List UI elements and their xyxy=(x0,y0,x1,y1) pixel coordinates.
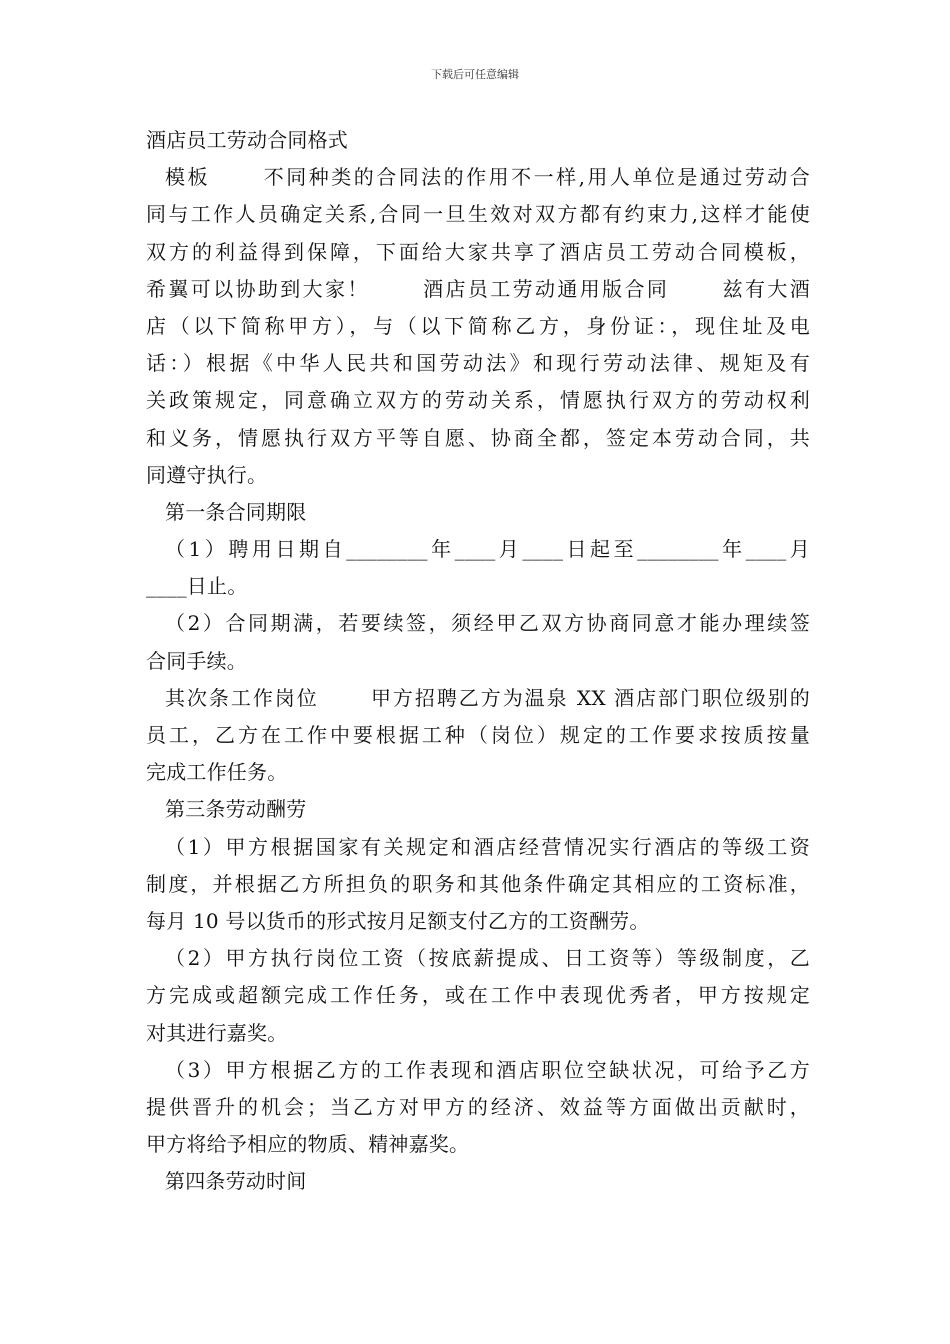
text-line: （3）甲方根据乙方的工作表现和酒店职位空缺状况，可给予乙方 xyxy=(165,1057,810,1082)
text-line: 第一条合同期限 xyxy=(165,499,307,524)
text-line: 方完成或超额完成工作任务，或在工作中表现优秀者，甲方按规定 xyxy=(146,983,810,1008)
text-line: 合同手续。 xyxy=(146,648,247,673)
text-line: （1）甲方根据国家有关规定和酒店经营情况实行酒店的等级工资 xyxy=(165,834,810,859)
text-line: 同遵守执行。 xyxy=(146,462,268,487)
text-line: ____日止。 xyxy=(146,574,248,599)
text-line: 模板 不同种类的合同法的作用不一样,用人单位是通过劳动合 xyxy=(165,165,810,190)
text-line: （1）聘用日期自________年____月____日起至________年____月 xyxy=(165,537,810,562)
text-line: 员工，乙方在工作中要根据工种（岗位）规定的工作要求按质按量 xyxy=(146,723,810,747)
page-header-note: 下载后可任意编辑 xyxy=(431,68,519,81)
text-line: 和义务，情愿执行双方平等自愿、协商全都，签定本劳动合同，共 xyxy=(146,425,810,450)
text-line: 第四条劳动时间 xyxy=(165,1169,307,1194)
text-line: 希翼可以协助到大家！ 酒店员工劳动通用版合同 兹有大酒 xyxy=(146,276,810,301)
text-line: 同与工作人员确定关系,合同一旦生效对双方都有约束力,这样才能使 xyxy=(146,202,810,227)
text-line: 制度，并根据乙方所担负的职务和其他条件确定其相应的工资标准， xyxy=(146,871,810,896)
text-line: 话：）根据《中华人民共和国劳动法》和现行劳动法律、规矩及有 xyxy=(146,351,810,376)
text-line: 对其进行嘉奖。 xyxy=(146,1020,288,1045)
text-line: 其次条工作岗位 甲方招聘乙方为温泉 XX 酒店部门职位级别的 xyxy=(165,685,810,710)
text-line: 酒店员工劳动合同格式 xyxy=(146,128,348,152)
text-line: 双方的利益得到保障，下面给大家共享了酒店员工劳动合同模板， xyxy=(146,239,810,264)
text-line: 每月 10 号以货币的形式按月足额支付乙方的工资酬劳。 xyxy=(146,908,650,933)
text-line: 甲方将给予相应的物质、精神嘉奖。 xyxy=(146,1132,470,1157)
text-line: 完成工作任务。 xyxy=(146,760,288,785)
text-line: （2）甲方执行岗位工资（按底薪提成、日工资等）等级制度，乙 xyxy=(165,946,810,971)
text-line: 店（以下简称甲方），与（以下简称乙方，身份证：，现住址及电 xyxy=(146,313,810,338)
text-line: 第三条劳动酬劳 xyxy=(165,797,307,822)
text-line: （2）合同期满，若要续签，须经甲乙双方协商同意才能办理续签 xyxy=(165,611,810,636)
text-line: 提供晋升的机会；当乙方对甲方的经济、效益等方面做出贡献时， xyxy=(146,1094,810,1119)
text-line: 关政策规定，同意确立双方的劳动关系，情愿执行双方的劳动权利 xyxy=(146,388,810,413)
document-body xyxy=(146,122,810,1200)
